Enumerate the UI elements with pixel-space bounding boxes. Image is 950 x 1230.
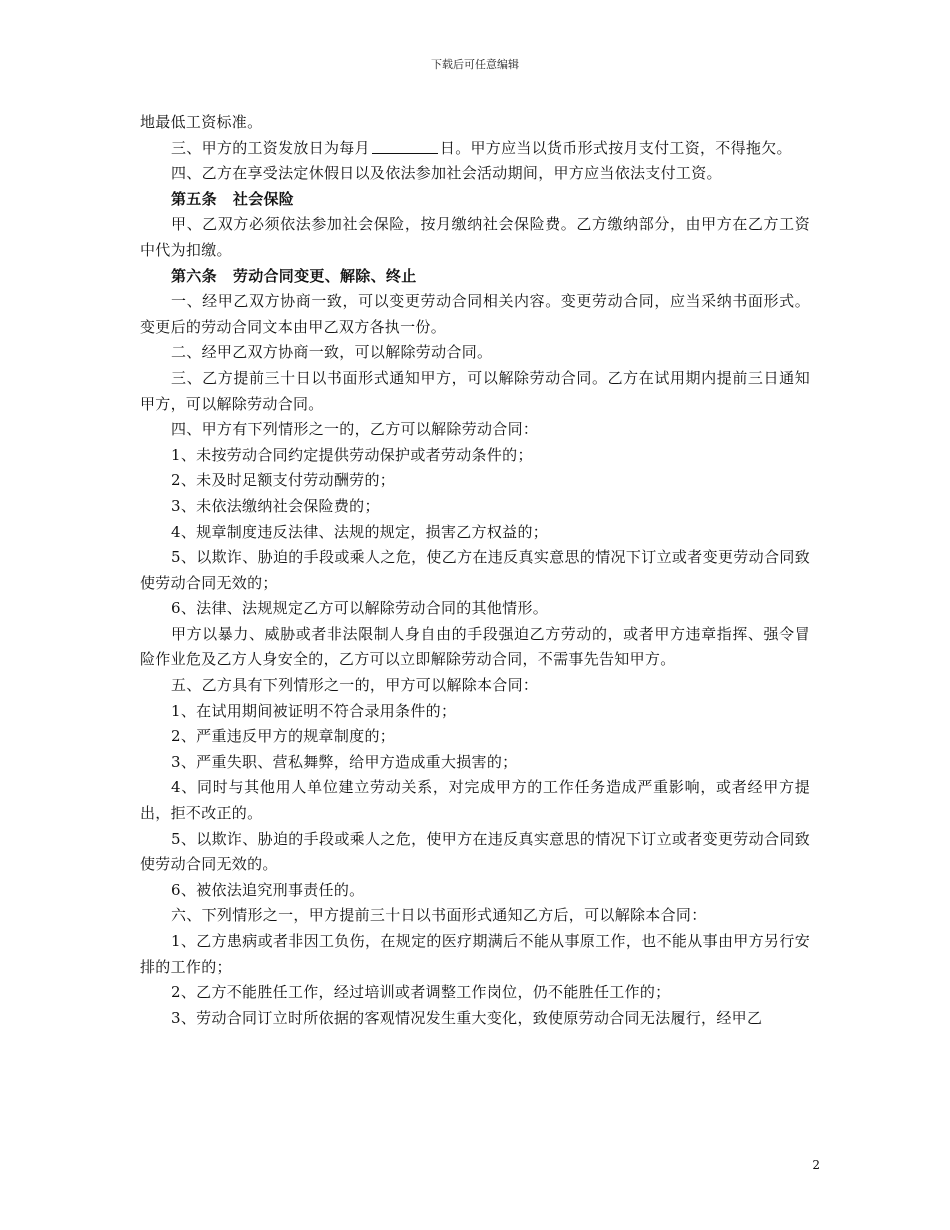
article-number: 第六条 — [171, 266, 217, 285]
article-heading — [140, 187, 810, 213]
list-item: 5、以欺诈、胁迫的手段或乘人之危，使乙方在违反真实意思的情况下订立或者变更劳动合同致使劳动合同无效的； — [140, 548, 810, 592]
paragraph: 甲、乙双方必须依法参加社会保险，按月缴纳社会保险费。乙方缴纳部分，由甲方在乙方工资中代为扣缴。 — [140, 215, 810, 259]
article-heading — [140, 264, 810, 290]
page-number: 2 — [812, 1158, 820, 1172]
paragraph: 五、乙方具有下列情形之一的，甲方可以解除本合同： — [171, 676, 539, 695]
list-item: 6、法律、法规规定乙方可以解除劳动合同的其他情形。 — [171, 599, 549, 618]
article-title: 劳动合同变更、解除、终止 — [232, 266, 417, 285]
list-item: 4、同时与其他用人单位建立劳动关系，对完成甲方的工作任务造成严重影响，或者经甲方提出，拒不改正的。 — [140, 778, 810, 823]
list-item: 3、劳动合同订立时所依据的客观情况发生重大变化，致使原劳动合同无法履行，经甲乙 — [171, 1008, 763, 1027]
list-item: 3、严重失职、营私舞弊，给甲方造成重大损害的； — [171, 752, 518, 771]
paragraph: 六、下列情形之一，甲方提前三十日以书面形式通知乙方后，可以解除本合同： — [171, 906, 707, 925]
list-item: 1、乙方患病或者非因工负伤，在规定的医疗期满后不能从事原工作，也不能从事由甲方另行安排的工作的； — [140, 932, 810, 976]
article-title: 社会保险 — [232, 189, 295, 208]
list-item: 2、未及时足额支付劳动酬劳的； — [171, 471, 396, 490]
paragraph-payday — [140, 136, 810, 162]
paragraph: 四、乙方在享受法定休假日以及依法参加社会活动期间，甲方应当依法支付工资。 — [171, 164, 722, 183]
list-item: 2、乙方不能胜任工作，经过培训或者调整工作岗位，仍不能胜任工作的； — [171, 983, 671, 1002]
paragraph: 四、甲方有下列情形之一的，乙方可以解除劳动合同： — [171, 420, 539, 439]
paragraph: 甲方以暴力、威胁或者非法限制人身自由的手段强迫乙方劳动的，或者甲方违章指挥、强令冒险作业危及乙方人身安全的，乙方可以立即解除劳动合同，不需事先告知甲方。 — [140, 624, 810, 669]
paragraph: 一、经甲乙双方协商一致，可以变更劳动合同相关内容。变更劳动合同，应当采纳书面形式。变更后的劳动合同文本由甲乙双方各执一份。 — [140, 292, 810, 336]
document-body — [140, 110, 810, 1031]
paragraph-text: 日。甲方应当以货币形式按月支付工资，不得拖欠。 — [439, 138, 792, 157]
list-item: 6、被依法追究刑事责任的。 — [171, 880, 365, 899]
paragraph: 二、经甲乙双方协商一致，可以解除劳动合同。 — [171, 343, 493, 362]
paragraph: 地最低工资标准。 — [140, 113, 263, 131]
list-item: 3、未依法缴纳社会保险费的； — [171, 496, 380, 515]
list-item: 1、未按劳动合同约定提供劳动保护或者劳动条件的； — [171, 445, 533, 464]
page-header: 下载后可任意编辑 — [431, 58, 519, 71]
list-item: 4、规章制度违反法律、法规的规定，损害乙方权益的； — [171, 522, 549, 541]
list-item: 2、严重违反甲方的规章制度的； — [171, 727, 396, 746]
list-item: 5、以欺诈、胁迫的手段或乘人之危，使甲方在违反真实意思的情况下订立或者变更劳动合同致使劳动合同无效的。 — [140, 829, 810, 874]
blank-fill-line — [372, 138, 438, 154]
paragraph-text: 三、甲方的工资发放日为每月 — [171, 138, 370, 157]
list-item: 1、在试用期间被证明不符合录用条件的； — [171, 701, 457, 720]
paragraph: 三、乙方提前三十日以书面形式通知甲方，可以解除劳动合同。乙方在试用期内提前三日通知甲方，可以解除劳动合同。 — [140, 368, 810, 413]
article-number: 第五条 — [171, 189, 217, 208]
